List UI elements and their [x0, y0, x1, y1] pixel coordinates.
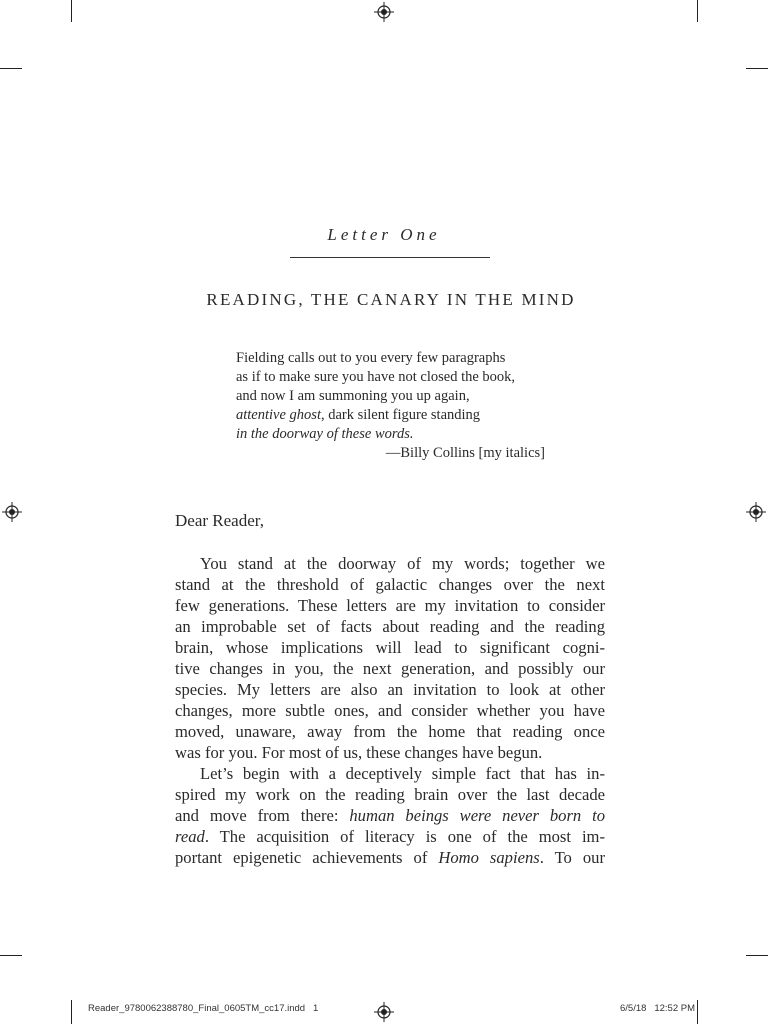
- epigraph-attribution: —Billy Collins [my italics]: [385, 445, 545, 461]
- text: Fielding calls out to you every few paragraphs: [236, 350, 506, 366]
- epigraph-line: [236, 387, 556, 406]
- body-line: [175, 616, 605, 637]
- text: portant epigenetic achievements of: [175, 848, 439, 867]
- body-line: [175, 826, 605, 847]
- chapter-label: Letter One: [327, 225, 441, 244]
- body-text: [175, 553, 605, 868]
- body-line: [175, 847, 605, 868]
- crop-mark: [746, 955, 768, 956]
- body-line: [175, 679, 605, 700]
- crop-mark: [71, 1000, 72, 1024]
- text: changes, more subtle ones, and consider whether you have: [175, 701, 605, 720]
- text: an improbable set of facts about reading and the reading: [175, 617, 605, 636]
- text: was for you. For most of us, these changes have begun.: [175, 743, 543, 762]
- footer-date: 6/5/18 12:52 PM: [620, 1003, 695, 1014]
- registration-mark-icon: [374, 2, 394, 22]
- text: . To our: [539, 848, 605, 867]
- crop-mark: [697, 0, 698, 22]
- registration-mark-icon: [746, 502, 766, 522]
- body-line: [175, 763, 605, 784]
- footer-filename: Reader_9780062388780_Final_0605TM_cc17.indd 1: [88, 1003, 319, 1014]
- crop-mark: [697, 1000, 698, 1024]
- body-line: [175, 742, 605, 763]
- italic-text: Homo sapiens: [438, 848, 540, 867]
- text: as if to make sure you have not closed the book,: [236, 369, 516, 385]
- registration-mark-icon: [2, 502, 22, 522]
- epigraph-line: [236, 368, 556, 387]
- crop-mark: [71, 0, 72, 22]
- body-line: [175, 574, 605, 595]
- body-line: [175, 721, 605, 742]
- chapter-title: READING, THE CANARY IN THE MIND: [206, 290, 576, 309]
- italic-text: read: [175, 827, 205, 846]
- body-line: [175, 784, 605, 805]
- crop-mark: [0, 955, 22, 956]
- text: and now I am summoning you up again,: [236, 388, 470, 404]
- text: , dark silent figure standing: [320, 407, 481, 423]
- epigraph-line: [236, 425, 556, 444]
- italic-text: in the doorway of these words.: [236, 426, 414, 442]
- text: . The acquisition of literacy is one of the most im-: [204, 827, 605, 846]
- text: spired my work on the reading brain over the last decade: [175, 785, 605, 804]
- text: and move from there:: [175, 806, 350, 825]
- chapter-rule: [290, 257, 490, 258]
- body-line: [175, 595, 605, 616]
- text: You stand at the doorway of my words; together we: [200, 554, 605, 573]
- epigraph: [236, 349, 556, 463]
- epigraph-line: [236, 406, 556, 425]
- text: moved, unaware, away from the home that reading once: [175, 722, 605, 741]
- crop-mark: [746, 68, 768, 69]
- text: tive changes in you, the next generation, and possibly our: [175, 659, 605, 678]
- body-line: [175, 700, 605, 721]
- italic-text: human beings were never born to: [349, 806, 606, 825]
- text: stand at the threshold of galactic changes over the next: [175, 575, 605, 594]
- text: few generations. These letters are my invitation to consider: [175, 596, 605, 615]
- text: brain, whose implications will lead to significant cogni-: [175, 638, 605, 657]
- registration-mark-icon: [374, 1002, 394, 1022]
- salutation: Dear Reader,: [175, 511, 264, 530]
- body-line: [175, 553, 605, 574]
- text: species. My letters are also an invitation to look at other: [175, 680, 605, 699]
- crop-mark: [0, 68, 22, 69]
- text: Let’s begin with a deceptively simple fact that has in-: [200, 764, 605, 783]
- body-line: [175, 637, 605, 658]
- body-line: [175, 658, 605, 679]
- body-line: [175, 805, 605, 826]
- italic-text: attentive ghost: [236, 407, 321, 423]
- epigraph-line: [236, 349, 556, 368]
